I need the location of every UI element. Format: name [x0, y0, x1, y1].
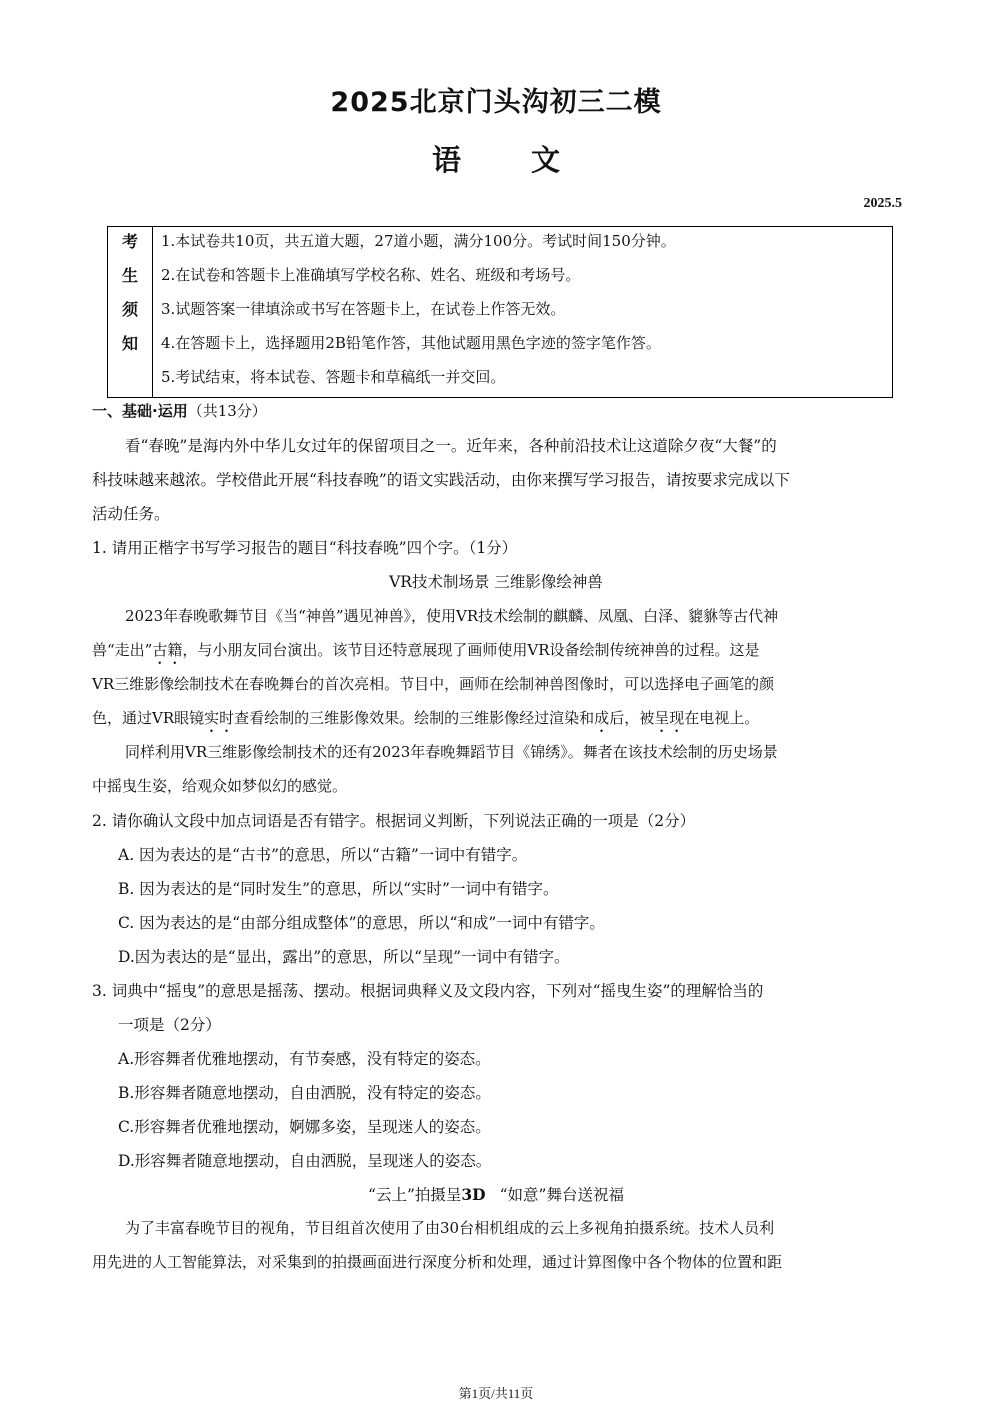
exam-title: 2025北京门头沟初三二模	[330, 87, 662, 118]
passage-1-line	[92, 707, 759, 736]
notice-label-char: 生	[122, 266, 139, 285]
passage-1-line	[92, 639, 760, 668]
notice-label-char: 须	[122, 300, 139, 319]
dotted-word: 实时	[204, 709, 235, 727]
notice-label-char: 知	[122, 334, 139, 353]
question-2-stem: 2. 请你确认文段中加点词语是否有错字。根据词义判断，下列说法正确的一项是（2分）	[92, 812, 696, 830]
text-span: 兽“走出”	[92, 641, 153, 659]
dotted-word: 呈现	[654, 709, 685, 727]
text-span: ，与小朋友同台演出。该节目还特意展现了画师使用VR设备绘制传统神兽的过程。这是	[182, 641, 760, 659]
passage-2-line: 为了丰富春晚节目的视角，节目组首次使用了由30台相机组成的云上多视角拍摄系统。技术人员利	[125, 1219, 775, 1237]
passage-1-line: 同样利用VR三维影像绘制技术的还有2023年春晚舞蹈节目《锦绣》。舞者在该技术绘制的历史场景	[125, 743, 778, 761]
section-points: （共13分）	[187, 402, 267, 420]
exam-notice-box	[107, 226, 893, 398]
section-heading	[92, 400, 267, 421]
passage-1-title: VR技术制场景 三维影像绘神兽	[389, 573, 603, 591]
intro-line: 活动任务。	[92, 505, 170, 523]
notice-item: 4.在答题卡上，选择题用2B铅笔作答，其他试题用黑色字迹的签字笔作答。	[161, 334, 661, 352]
notice-item: 2.在试卷和答题卡上准确填写学校名称、姓名、班级和考场号。	[161, 266, 581, 284]
text-span: 在电视上。	[684, 709, 760, 727]
question-2-option: D.因为表达的是“显出，露出”的意思，所以“呈现”一词中有错字。	[118, 948, 570, 966]
question-3-option: C.形容舞者优雅地摆动，婀娜多姿，呈现迷人的姿态。	[118, 1118, 491, 1136]
dotted-word: 成	[594, 709, 610, 727]
passage-1-line: 中摇曳生姿，给观众如梦似幻的感觉。	[92, 777, 348, 795]
passage-1-line: 2023年春晚歌舞节目《当“神兽”遇见神兽》，使用VR技术绘制的麒麟、凤凰、白泽、貔貅等古代神	[125, 607, 779, 625]
notice-label-char: 考	[122, 232, 139, 251]
notice-item: 1.本试卷共10页，共五道大题，27道小题，满分100分。考试时间150分钟。	[161, 232, 676, 250]
page-footer: 第1页/共11页	[458, 1386, 534, 1401]
section-title: 一、基础·运用	[92, 402, 188, 420]
dotted-word: 古籍	[152, 641, 183, 659]
passage-1-line: VR三维影像绘制技术在春晚舞台的首次亮相。节目中，画师在绘制神兽图像时，可以选择电子画笔的颜	[92, 675, 775, 693]
subject-title: 语 文	[431, 143, 561, 177]
question-3-stem: 3. 词典中“摇曳”的意思是摇荡、摆动。根据词典释义及文段内容，下列对“摇曳生姿”的理解恰当的	[92, 982, 764, 1000]
notice-item: 5.考试结束，将本试卷、答题卡和草稿纸一并交回。	[161, 368, 506, 386]
exam-date: 2025.5	[863, 196, 902, 211]
passage-2-title	[0, 1183, 992, 1205]
intro-line: 看“春晚”是海内外中华儿女过年的保留项目之一。近年来，各种前沿技术让这道除夕夜“大餐”的	[125, 437, 777, 455]
question-2-option: B. 因为表达的是“同时发生”的意思，所以“实时”一词中有错字。	[118, 880, 559, 898]
passage-2-line: 用先进的人工智能算法，对采集到的拍摄画面进行深度分析和处理，通过计算图像中各个物体的位置和距	[92, 1253, 783, 1271]
notice-item: 3.试题答案一律填涂或书写在答题卡上，在试卷上作答无效。	[161, 300, 566, 318]
text-span: “如意”舞台送祝福	[499, 1186, 624, 1204]
question-1: 1. 请用正楷字书写学习报告的题目“科技春晚”四个字。（1分）	[92, 539, 518, 557]
question-2-option: A. 因为表达的是“古书”的意思，所以“古籍”一词中有错字。	[118, 846, 528, 864]
question-3-option: A.形容舞者优雅地摆动，有节奏感，没有特定的姿态。	[118, 1050, 491, 1068]
question-3-option: D.形容舞者随意地摆动，自由洒脱，呈现迷人的姿态。	[118, 1152, 492, 1170]
text-span: 后，被	[609, 709, 655, 727]
question-2-option: C. 因为表达的是“由部分组成整体”的意思，所以“和成”一词中有错字。	[118, 914, 605, 932]
intro-line: 科技味越来越浓。学校借此开展“科技春晚”的语文实践活动，由你来撰写学习报告，请按要求完成以下	[92, 471, 790, 489]
text-span: “云上”拍摄呈	[368, 1186, 462, 1204]
text-span: 色，通过VR眼镜	[92, 709, 205, 727]
text-span: 3D	[461, 1185, 486, 1204]
text-span: 查看绘制的三维影像效果。绘制的三维影像经过渲染和	[234, 709, 595, 727]
question-3-option: B.形容舞者随意地摆动，自由洒脱，没有特定的姿态。	[118, 1084, 491, 1102]
notice-label	[108, 227, 153, 397]
question-3-stem: 一项是（2分）	[118, 1016, 221, 1034]
